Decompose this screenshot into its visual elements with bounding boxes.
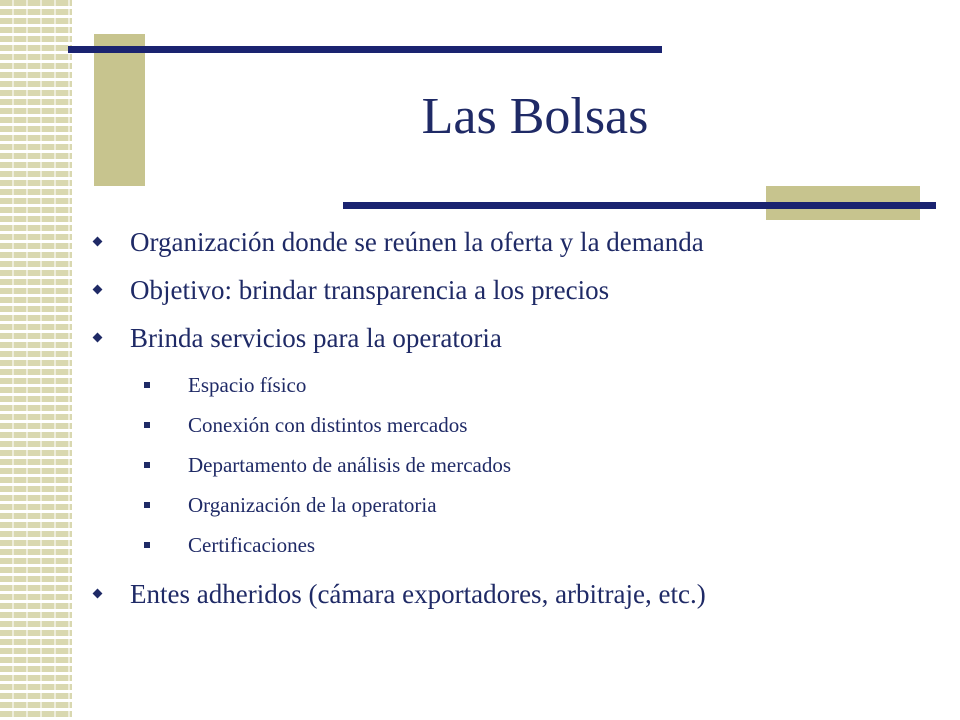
striped-side-border	[0, 0, 72, 720]
sub-bullet-text: Certificaciones	[188, 533, 316, 557]
slide-title: Las Bolsas	[421, 88, 649, 145]
bullet-item	[80, 274, 880, 306]
square-bullet-icon	[144, 382, 150, 388]
sub-bullet-text: Espacio físico	[188, 373, 307, 397]
sub-bullet-item	[80, 372, 880, 398]
bullet-text: Entes adheridos (cámara exportadores, arbitraje, etc.)	[130, 579, 706, 609]
bullet-item	[80, 226, 880, 258]
bullet-text: Organización donde se reúnen la oferta y la demanda	[130, 227, 704, 257]
square-bullet-icon	[144, 422, 150, 428]
diamond-bullet-icon	[93, 237, 103, 247]
bullet-item	[80, 322, 880, 354]
square-bullet-icon	[144, 542, 150, 548]
sub-bullet-item	[80, 492, 880, 518]
square-bullet-icon	[144, 502, 150, 508]
sub-bullet-text: Organización de la operatoria	[188, 493, 437, 517]
bullet-text: Brinda servicios para la operatoria	[130, 323, 502, 353]
decorative-navy-line-right	[343, 202, 936, 209]
bullet-item	[80, 578, 880, 610]
sub-bullet-text: Conexión con distintos mercados	[188, 413, 468, 437]
diamond-bullet-icon	[93, 285, 103, 295]
sub-bullet-item	[80, 532, 880, 558]
decorative-navy-line-top	[68, 46, 662, 53]
bullet-text: Objetivo: brindar transparencia a los precios	[130, 275, 610, 305]
decorative-olive-block-top	[94, 34, 145, 186]
diamond-bullet-icon	[93, 333, 103, 343]
sub-bullet-item	[80, 452, 880, 478]
slide-body	[80, 226, 880, 610]
sub-bullet-text: Departamento de análisis de mercados	[188, 453, 512, 477]
square-bullet-icon	[144, 462, 150, 468]
diamond-bullet-icon	[93, 589, 103, 599]
sub-bullet-item	[80, 412, 880, 438]
